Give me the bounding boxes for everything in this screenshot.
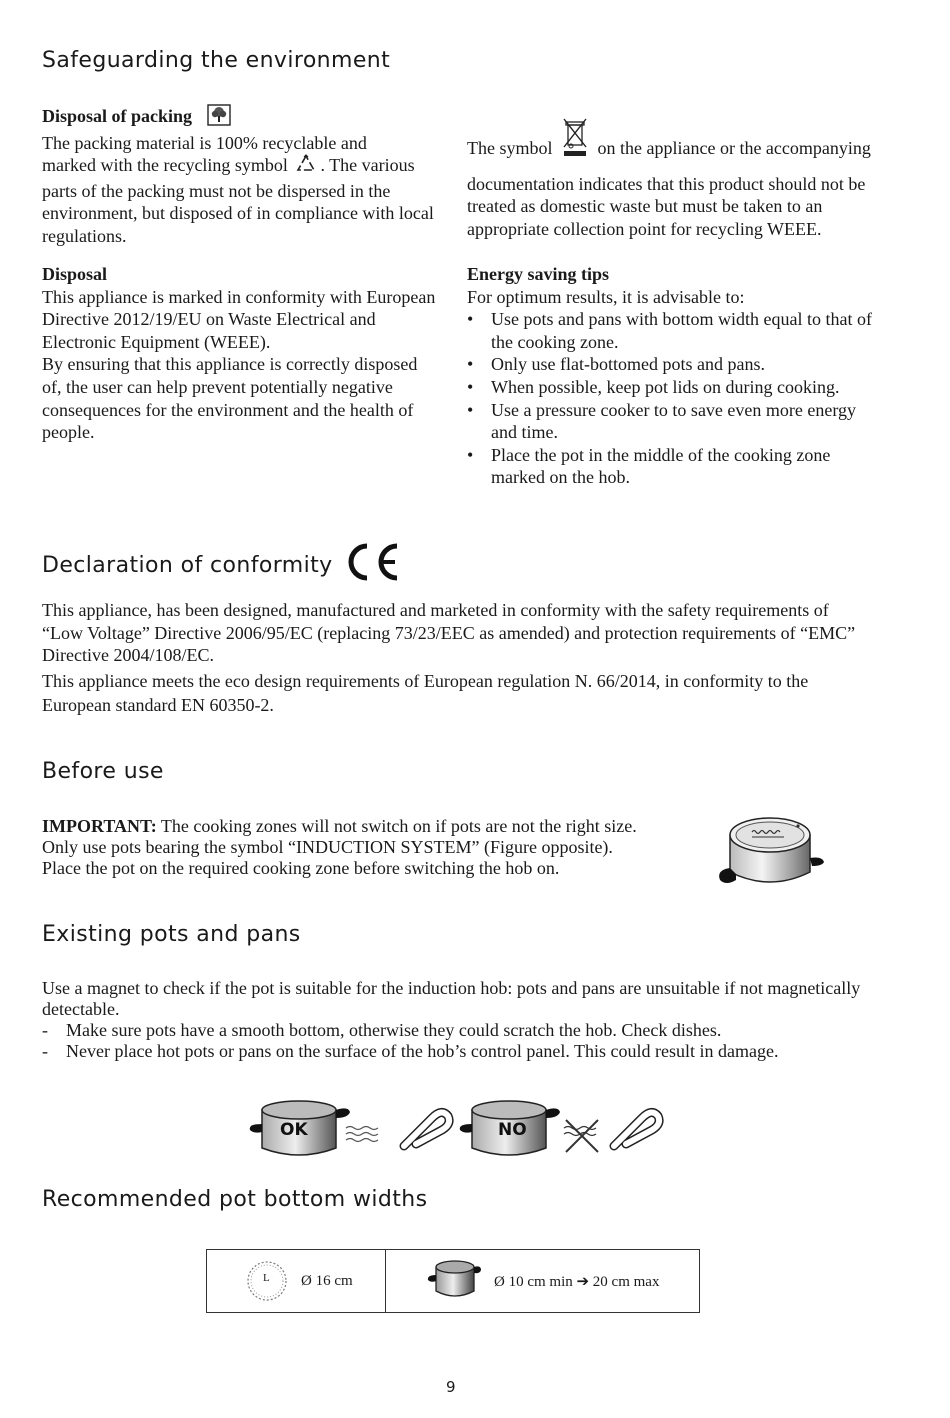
crossed-bin-icon xyxy=(561,117,589,163)
disposal-text-2: By ensuring that this appliance is correctly disposed of, the user can help prevent potentially negative consequences for the environment and the health of people. xyxy=(42,354,418,443)
list-item: • Place the pot in the middle of the cooking zone marked on the hob. xyxy=(467,444,872,489)
section-title-pots: Existing pots and pans xyxy=(42,922,301,947)
conformity-text xyxy=(42,599,872,717)
section-title-environment: Safeguarding the environment xyxy=(42,48,391,73)
zone-diameter: Ø 16 cm xyxy=(301,1272,353,1289)
packing-text-2b: . The various xyxy=(320,155,415,176)
ce-mark-icon xyxy=(343,540,403,589)
before-use-line-2: Only use pots bearing the symbol “INDUCTION SYSTEM” (Figure opposite). xyxy=(42,837,613,857)
recycling-icon xyxy=(294,154,318,180)
pots-intro: Use a magnet to check if the pot is suitable for the induction hob: pots and pans are unsuitable if not magnetically detectable. xyxy=(42,978,861,1019)
magnet-icon xyxy=(404,1112,449,1146)
no-label: NO xyxy=(498,1120,527,1140)
energy-tips-list xyxy=(467,308,872,489)
pot-icon xyxy=(426,1257,482,1306)
section-title-before-use: Before use xyxy=(42,759,164,784)
before-use-line-3: Place the pot on the required cooking zone before switching the hob on. xyxy=(42,858,560,878)
cooking-zone-cell xyxy=(207,1250,386,1313)
conformity-title-text: Declaration of conformity xyxy=(42,553,333,578)
energy-intro: For optimum results, it is advisable to: xyxy=(467,286,745,307)
pot-range: Ø 10 cm min ➔ 20 cm max xyxy=(494,1273,660,1290)
energy-heading: Energy saving tips xyxy=(467,264,610,284)
pots-text xyxy=(42,978,872,1062)
pots-list xyxy=(42,1020,872,1062)
zone-letter: L xyxy=(263,1272,270,1284)
disposal-of-packing-block xyxy=(42,104,442,248)
important-text: The cooking zones will not switch on if pots are not the right size. xyxy=(156,816,637,836)
energy-tips-block xyxy=(467,263,872,489)
page-number: 9 xyxy=(446,1378,456,1396)
disposal-text-1: This appliance is marked in conformity with European Directive 2012/19/EU on Waste Electrical and Electronic Equipment (WEEE). xyxy=(42,286,436,352)
weee-text-b: on the appliance or the accompanying documentation indicates that this product should not be treated as domestic waste but must be taken to an appropriate collection point for recycling WEEE. xyxy=(467,137,871,239)
packing-heading: Disposal of packing xyxy=(42,105,193,126)
weee-text-a: The symbol xyxy=(467,137,553,158)
induction-pot-illustration xyxy=(712,810,832,900)
list-item: • When possible, keep pot lids on during cooking. xyxy=(467,376,872,399)
ok-label: OK xyxy=(280,1120,308,1140)
magnet-test-illustration xyxy=(244,1096,674,1171)
disposal-heading: Disposal xyxy=(42,264,108,284)
before-use-text xyxy=(42,816,702,879)
section-title-widths: Recommended pot bottom widths xyxy=(42,1187,428,1212)
pot-widths-table xyxy=(206,1249,700,1313)
packing-text-3: parts of the packing must not be dispersed in the environment, but disposed of in compliance with local regulations. xyxy=(42,180,434,247)
magnet-icon xyxy=(614,1112,659,1146)
conformity-paragraph-1: This appliance, has been designed, manufactured and marketed in conformity with the safety requirements of “Low Voltage” Directive 2006/95/EC (replacing 73/23/EEC as amended) and protection requirements of “EMC” Directive 2004/108/EC. xyxy=(42,600,856,666)
section-title-conformity xyxy=(42,553,333,578)
packing-text-1: The packing material is 100% recyclable and xyxy=(42,132,367,153)
pot-range-cell xyxy=(386,1250,700,1313)
packing-tree-icon xyxy=(207,104,231,132)
conformity-paragraph-2: This appliance meets the eco design requirements of European regulation N. 66/2014, in conformity to the European standard EN 60350-2. xyxy=(42,670,809,715)
list-item: • Only use flat-bottomed pots and pans. xyxy=(467,353,872,376)
no-attraction-cross-icon xyxy=(564,1120,598,1152)
weee-block xyxy=(467,127,872,240)
list-item: • Use a pressure cooker to to save even more energy and time. xyxy=(467,399,872,444)
list-item: - Make sure pots have a smooth bottom, otherwise they could scratch the hob. Check dishes. xyxy=(42,1020,872,1041)
list-item: • Use pots and pans with bottom width equal to that of the cooking zone. xyxy=(467,308,872,353)
attraction-waves-icon xyxy=(346,1127,378,1142)
list-item: - Never place hot pots or pans on the surface of the hob’s control panel. This could result in damage. xyxy=(42,1041,872,1062)
important-label: IMPORTANT: xyxy=(42,816,157,836)
packing-text-2a: marked with the recycling symbol xyxy=(42,155,288,176)
cooking-zone-icon xyxy=(245,1259,289,1303)
disposal-block xyxy=(42,263,440,444)
